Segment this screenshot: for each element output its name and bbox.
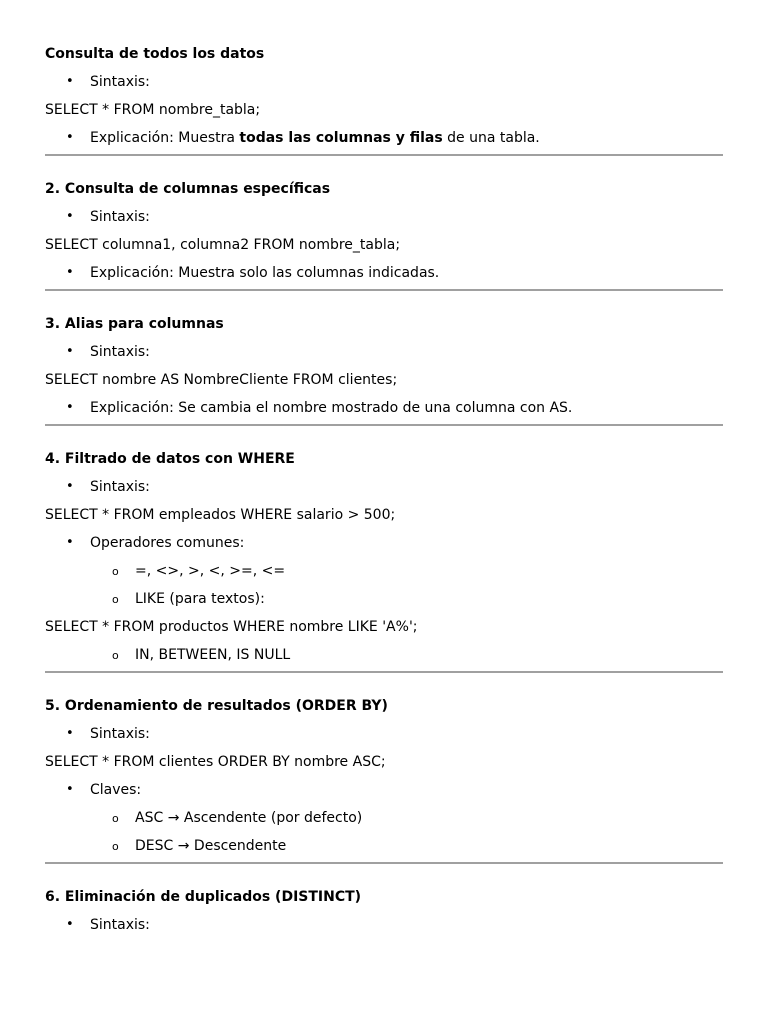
code-line: SELECT * FROM nombre_tabla; xyxy=(45,102,261,118)
section-order-by xyxy=(45,673,723,855)
key-item: o ASC → Ascendente (por defecto) xyxy=(45,809,723,827)
operators-bullet: • Operadores comunes: xyxy=(45,534,723,552)
section-heading: 2. Consulta de columnas específicas xyxy=(45,181,331,197)
section-heading: 3. Alias para columnas xyxy=(45,316,224,332)
section-all-data xyxy=(45,0,723,147)
key-item: o DESC → Descendente xyxy=(45,837,723,855)
document-page xyxy=(45,0,723,944)
syntax-bullet: • Sintaxis: xyxy=(45,343,723,361)
explanation-bold: todas las columnas y filas xyxy=(239,130,443,146)
section-where-filter xyxy=(45,426,723,664)
code-line: SELECT nombre AS NombreCliente FROM clientes; xyxy=(45,372,398,388)
code-line: SELECT * FROM empleados WHERE salario > 500; xyxy=(45,507,396,523)
syntax-bullet: • Sintaxis: xyxy=(45,725,723,743)
syntax-bullet: • Sintaxis: xyxy=(45,73,723,91)
explanation-prefix: Explicación: Muestra xyxy=(90,130,240,146)
explanation-bullet xyxy=(45,129,723,147)
explanation-bullet: • Explicación: Muestra solo las columnas indicadas. xyxy=(45,264,723,282)
operator-item: o LIKE (para textos): xyxy=(45,590,723,608)
section-heading: 4. Filtrado de datos con WHERE xyxy=(45,451,295,467)
syntax-bullet: • Sintaxis: xyxy=(45,916,723,934)
syntax-bullet: • Sintaxis: xyxy=(45,208,723,226)
explanation-bullet: • Explicación: Se cambia el nombre mostrado de una columna con AS. xyxy=(45,399,723,417)
section-heading: Consulta de todos los datos xyxy=(45,46,265,62)
explanation-suffix: de una tabla. xyxy=(442,130,540,146)
syntax-bullet: • Sintaxis: xyxy=(45,478,723,496)
section-specific-columns xyxy=(45,156,723,282)
operator-item: o IN, BETWEEN, IS NULL xyxy=(45,646,723,664)
section-column-alias xyxy=(45,291,723,417)
code-line: SELECT * FROM clientes ORDER BY nombre ASC; xyxy=(45,754,386,770)
section-heading: 5. Ordenamiento de resultados (ORDER BY) xyxy=(45,698,388,714)
section-heading: 6. Eliminación de duplicados (DISTINCT) xyxy=(45,889,362,905)
section-distinct xyxy=(45,864,723,934)
keys-bullet: • Claves: xyxy=(45,781,723,799)
operator-item: o =, <>, >, <, >=, <= xyxy=(45,562,723,580)
code-line: SELECT * FROM productos WHERE nombre LIKE 'A%'; xyxy=(45,619,418,635)
code-line: SELECT columna1, columna2 FROM nombre_tabla; xyxy=(45,237,401,253)
